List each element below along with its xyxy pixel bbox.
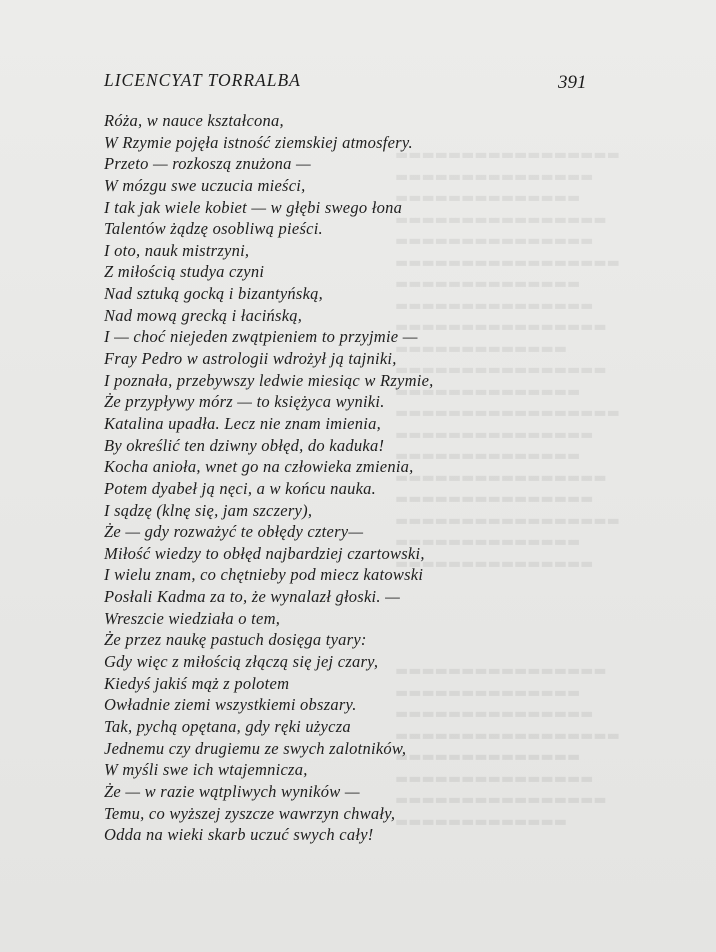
- poem-line: I wielu znam, co chętnieby pod miecz katowski: [104, 565, 424, 585]
- page-number: 391: [558, 72, 587, 93]
- poem-line: I tak jak wiele kobiet — w głębi swego łona: [104, 197, 403, 217]
- poem-line: W mózgu swe uczucia mieści,: [104, 175, 306, 195]
- poem-line: Że przypływy mórz — to księżyca wyniki.: [104, 392, 385, 412]
- poem-line: Odda na wieki skarb uczuć swych cały!: [104, 825, 374, 845]
- poem-line: Nad mową grecką i łacińską,: [104, 305, 303, 325]
- poem-line: Róża, w nauce kształcona,: [104, 111, 284, 130]
- poem-line: Owładnie ziemi wszystkiemi obszary.: [104, 695, 357, 715]
- poem-line: Kocha anioła, wnet go na człowieka zmienia,: [104, 457, 414, 477]
- poem-line: Miłość wiedzy to obłęd najbardziej czartowski,: [104, 543, 425, 563]
- show-through-texture: ▬▬▬▬▬▬▬▬▬▬▬▬▬▬▬▬▬ ▬▬▬▬▬▬▬▬▬▬▬▬▬▬▬ ▬▬▬▬▬▬▬▬▬▬▬▬▬▬ ▬▬▬▬▬▬▬▬▬▬▬▬▬▬▬▬ ▬▬▬▬▬▬▬▬▬▬▬▬▬▬▬ ▬▬▬▬▬▬▬▬▬▬▬▬▬▬▬▬▬ ▬▬▬▬▬▬▬▬▬▬▬▬▬▬ ▬▬▬▬▬▬▬▬▬▬▬▬▬▬▬ ▬▬▬▬▬▬▬▬▬▬▬▬▬▬▬▬ ▬▬▬▬▬▬▬▬▬▬▬▬▬ ▬▬▬▬▬▬▬▬▬▬▬▬▬▬▬▬ ▬▬▬▬▬▬▬▬▬▬▬▬▬▬ ▬▬▬▬▬▬▬▬▬▬▬▬▬▬▬▬▬ ▬▬▬▬▬▬▬▬▬▬▬▬▬▬▬ ▬▬▬▬▬▬▬▬▬▬▬▬▬▬ ▬▬▬▬▬▬▬▬▬▬▬▬▬▬▬▬ ▬▬▬▬▬▬▬▬▬▬▬▬▬▬▬ ▬▬▬▬▬▬▬▬▬▬▬▬▬▬▬▬▬ ▬▬▬▬▬▬▬▬▬▬▬▬▬▬ ▬▬▬▬▬▬▬▬▬▬▬▬▬▬▬ ▬▬▬▬▬▬▬▬▬▬▬▬▬▬▬▬ ▬▬▬▬▬▬▬▬▬▬▬▬▬▬ ▬▬▬▬▬▬▬▬▬▬▬▬▬▬▬ ▬▬▬▬▬▬▬▬▬▬▬▬▬▬▬▬▬ ▬▬▬▬▬▬▬▬▬▬▬▬▬▬ ▬▬▬▬▬▬▬▬▬▬▬▬▬▬▬ ▬▬▬▬▬▬▬▬▬▬▬▬▬▬▬▬ ▬▬▬▬▬▬▬▬▬▬▬▬▬: [395, 147, 620, 830]
- poem-line: Że — gdy rozważyć te obłędy cztery—: [104, 522, 364, 542]
- poem-line: Jednemu czy drugiemu ze swych zalotników,: [104, 738, 407, 758]
- poem-line: Z miłością studya czyni: [104, 262, 265, 282]
- poem-line: Nad sztuką gocką i bizantyńską,: [104, 284, 324, 304]
- poem-line: I sądzę (klnę się, jam szczery),: [104, 500, 313, 520]
- poem-line: Że przez naukę pastuch dosięga tyary:: [104, 630, 367, 650]
- poem-line: Fray Pedro w astrologii wdrożył ją tajniki,: [104, 349, 397, 369]
- poem-line: Talentów żądzę osobliwą pieści.: [104, 219, 323, 239]
- poem-line: Że — w razie wątpliwych wyników —: [104, 781, 360, 801]
- poem-line: Temu, co wyższej zyszcze wawrzyn chwały,: [104, 803, 396, 823]
- running-head: LICENCYAT TORRALBA: [104, 70, 301, 90]
- poem-line: Potem dyabeł ją nęci, a w końcu nauka.: [104, 478, 377, 498]
- poem-line: Tak, pychą opętana, gdy ręki użycza: [104, 716, 351, 736]
- poem-line: Przeto — rozkoszą znużona —: [104, 154, 311, 174]
- poem-line: Posłali Kadma za to, że wynalazł głoski. —: [104, 587, 401, 607]
- poem-body: [104, 110, 644, 846]
- poem-line: I poznała, przebywszy ledwie miesiąc w Rzymie,: [104, 370, 434, 390]
- poem-line: By określić ten dziwny obłęd, do kaduka!: [104, 435, 385, 455]
- poem-line: I — choć niejeden zwątpieniem to przyjmie —: [104, 327, 418, 347]
- poem-line: Gdy więc z miłością złączą się jej czary,: [104, 652, 379, 672]
- poem-line: Wreszcie wiedziała o tem,: [104, 608, 281, 628]
- poem-line: I oto, nauk mistrzyni,: [104, 240, 250, 260]
- poem-line: Kiedyś jakiś mąż z polotem: [104, 673, 290, 693]
- poem-line: Katalina upadła. Lecz nie znam imienia,: [104, 413, 381, 433]
- poem-line: W myśli swe ich wtajemnicza,: [104, 760, 308, 780]
- poem-line: W Rzymie pojęła istność ziemskiej atmosfery.: [104, 132, 413, 152]
